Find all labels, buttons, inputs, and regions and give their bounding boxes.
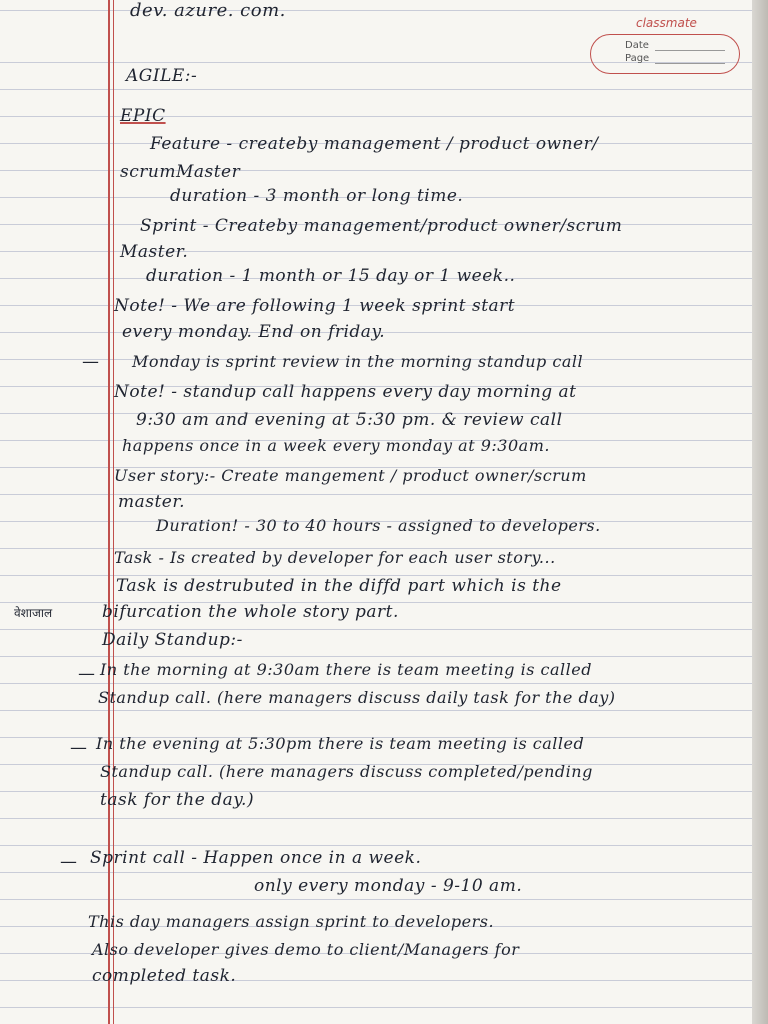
note-line: Task - Is created by developer for each user story... <box>114 548 556 567</box>
note-line: Standup call. (here managers discuss completed/pending <box>100 762 593 781</box>
note-line: completed task. <box>92 966 237 986</box>
bullet-dash: — <box>60 852 77 872</box>
note-line: Master. <box>120 242 189 262</box>
note-line: bifurcation the whole story part. <box>102 602 399 622</box>
notebook-brand: classmate <box>636 16 697 30</box>
date-label: Date <box>625 40 649 51</box>
note-line: User story:- Create mangement / product owner/scrum <box>114 466 587 485</box>
page-line <box>655 63 725 64</box>
note-line: every monday. End on friday. <box>122 322 386 342</box>
note-line: Sprint call - Happen once in a week. <box>90 848 422 868</box>
note-line: dev. azure. com. <box>130 0 286 21</box>
note-line: only every monday - 9-10 am. <box>254 876 523 896</box>
note-line: Note! - We are following 1 week sprint start <box>114 296 516 316</box>
note-heading: Daily Standup:- <box>102 630 243 650</box>
margin-note-hindi: वेशाजाल <box>14 606 53 620</box>
note-line: scrumMaster <box>120 162 241 182</box>
note-line: 9:30 am and evening at 5:30 pm. & review call <box>136 410 563 430</box>
date-page-box <box>590 34 740 74</box>
note-line: Task is destrubuted in the diffd part which is the <box>116 576 562 596</box>
page-label: Page <box>625 53 650 64</box>
note-line: EPIC <box>120 106 166 126</box>
note-line: task for the day.) <box>100 790 255 810</box>
note-line: duration - 1 month or 15 day or 1 week.. <box>146 266 516 286</box>
note-line: Also developer gives demo to client/Managers for <box>92 940 520 959</box>
bullet-dash: — <box>82 352 99 372</box>
note-line: Feature - createby management / product owner/ <box>150 134 599 154</box>
note-line: duration - 3 month or long time. <box>170 186 464 206</box>
note-line: This day managers assign sprint to developers. <box>88 912 495 931</box>
date-line <box>655 50 725 51</box>
notebook-spine <box>752 0 768 1024</box>
note-heading: AGILE:- <box>126 66 198 86</box>
note-line: master. <box>118 492 186 512</box>
note-line: Standup call. (here managers discuss daily task for the day) <box>98 688 616 707</box>
bullet-dash: — <box>70 738 87 758</box>
margin-line <box>108 0 110 1024</box>
note-line: Sprint - Createby management/product owner/scrum <box>140 216 623 236</box>
note-line: Note! - standup call happens every day morning at <box>114 382 577 402</box>
note-line: In the evening at 5:30pm there is team meeting is called <box>96 734 585 753</box>
note-line: Duration! - 30 to 40 hours - assigned to developers. <box>156 516 601 535</box>
bullet-dash: — <box>78 664 95 684</box>
note-line: happens once in a week every monday at 9:30am. <box>122 436 550 455</box>
note-line: Monday is sprint review in the morning standup call <box>132 352 584 371</box>
margin-line-inner <box>113 0 114 1024</box>
note-line: In the morning at 9:30am there is team meeting is called <box>100 660 592 679</box>
